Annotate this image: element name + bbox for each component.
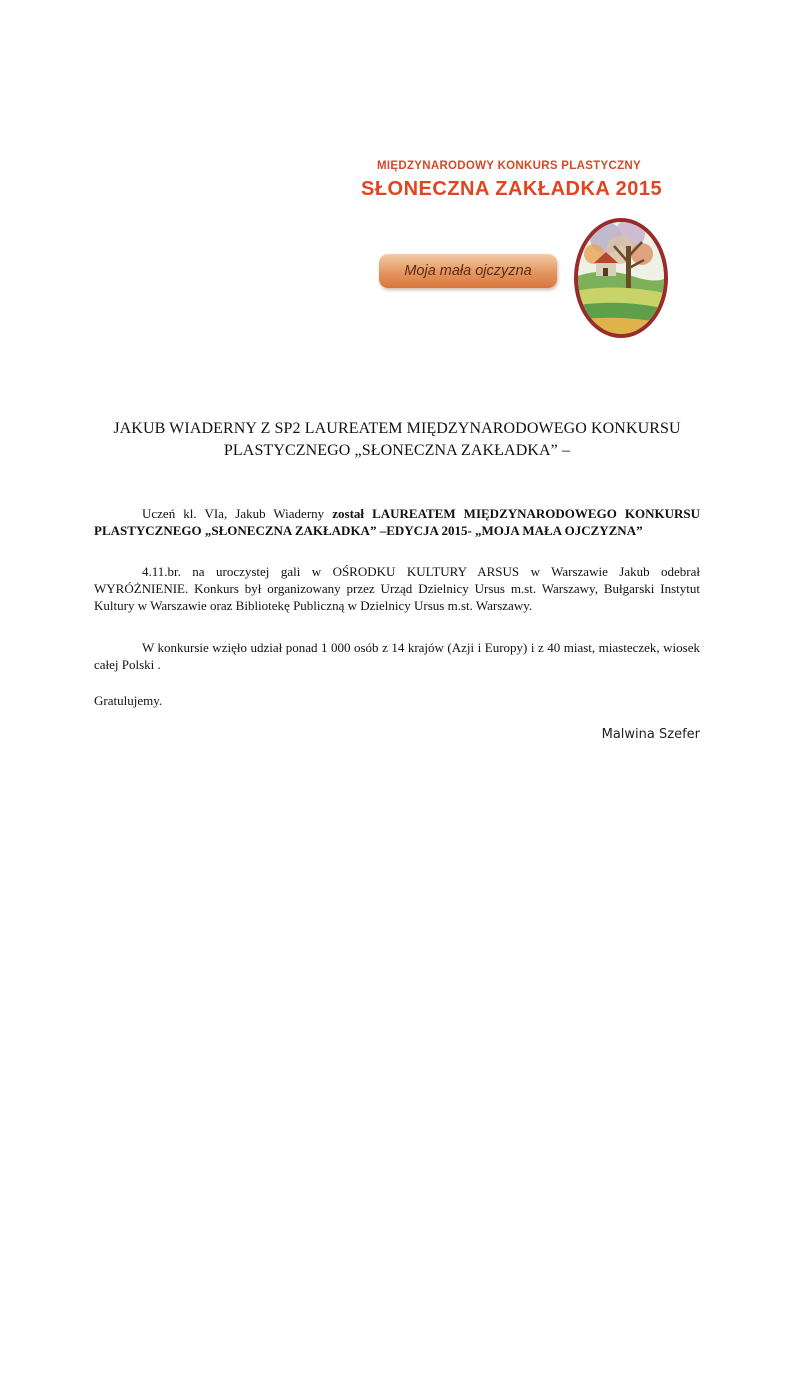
- signature: Malwina Szefer: [601, 727, 700, 742]
- paragraph-3: [94, 639, 700, 673]
- closing: Gratulujemy.: [94, 693, 163, 708]
- title-line-1: JAKUB WIADERNY Z SP2 LAUREATEM MIĘDZYNARODOWEGO KONKURSU: [113, 420, 681, 437]
- paragraph-1-bold: został LAUREATEM MIĘDZYNARODOWEGO KONKURSU PLASTYCZNEGO „SŁONECZNA ZAKŁADKA” –EDYCJA 2015- „MOJA MAŁA OJCZYZNA”: [94, 506, 700, 538]
- title-line-2: PLASTYCZNEGO „SŁONECZNA ZAKŁADKA” –: [223, 442, 571, 459]
- paragraph-3-text: W konkursie wzięło udział ponad 1 000 osób z 14 krajów (Azji i Europy) i z 40 miast, miasteczek, wiosek całej Polski .: [94, 640, 700, 672]
- paragraph-2: [94, 563, 700, 614]
- logo-tagline-badge: [379, 254, 557, 288]
- logo-title: SŁONECZNA ZAKŁADKA 2015: [361, 178, 663, 200]
- article-title: [60, 418, 734, 462]
- logo-subtitle: MIĘDZYNARODOWY KONKURS PLASTYCZNY: [377, 160, 641, 172]
- paragraph-1-lead: Uczeń kl. VIa, Jakub Wiaderny: [142, 506, 333, 521]
- paragraph-2-text: 4.11.br. na uroczystej gali w OŚRODKU KULTURY ARSUS w Warszawie Jakub odebrał WYRÓŻNIENIE. Konkurs był organizowany przez Urząd Dzielnicy Ursus m.st. Warszawy, Bułgarski Instytut Kultury w Warszawie oraz Bibliotekę Publiczną w Dzielnicy Ursus m.st. Warszawy.: [94, 564, 700, 613]
- logo-tagline: Moja mała ojczyzna: [404, 263, 532, 279]
- paragraph-1: [94, 505, 700, 539]
- painted-tree-house-oval-icon: [572, 216, 670, 340]
- contest-logo: [355, 150, 700, 350]
